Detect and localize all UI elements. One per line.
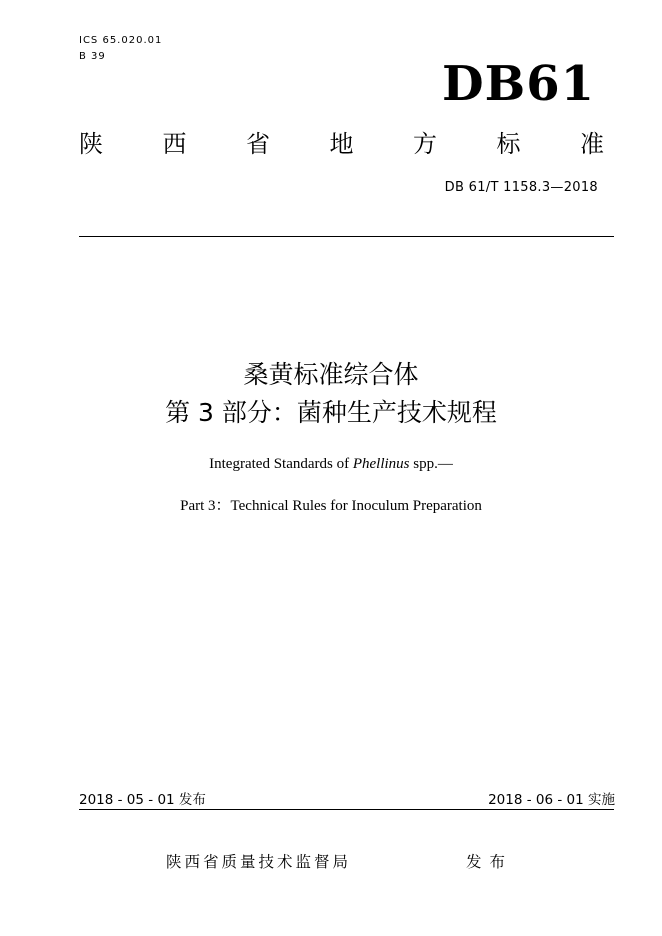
title-en-prefix: Integrated Standards of [209,456,353,472]
implementation-date: 2018 - 06 - 01 实施 [488,792,615,808]
title-en-line2: Part 3：Technical Rules for Inoculum Preparation [180,498,482,514]
standard-type-char: 省 [246,130,270,158]
standard-number: DB 61/T 1158.3—2018 [444,180,598,195]
classification-code: B 39 [79,51,106,62]
standard-type-char: 陕 [79,130,103,158]
header-divider [79,236,614,237]
title-zh-line1: 桑黄标准综合体 [243,360,419,389]
footer-divider [79,809,614,810]
ics-code: ICS 65.020.01 [79,35,163,46]
publish-label: 发布 [466,853,514,871]
standard-type-char: 标 [496,130,521,158]
db-logo: DB61 [442,56,595,112]
standard-type-char: 准 [580,130,604,158]
standard-type-heading [79,128,604,160]
title-en-suffix: spp.— [409,456,453,472]
standard-type-char: 方 [413,130,437,158]
issue-date: 2018 - 05 - 01 发布 [79,792,206,808]
title-zh-line2: 第 3 部分：菌种生产技术规程 [165,398,497,427]
standard-type-char: 西 [162,130,187,158]
title-en-genus: Phellinus [352,456,410,472]
publisher-name: 陕西省质量技术监督局 [166,853,352,871]
title-en-line1 [0,454,662,474]
standard-type-char: 地 [329,130,354,158]
